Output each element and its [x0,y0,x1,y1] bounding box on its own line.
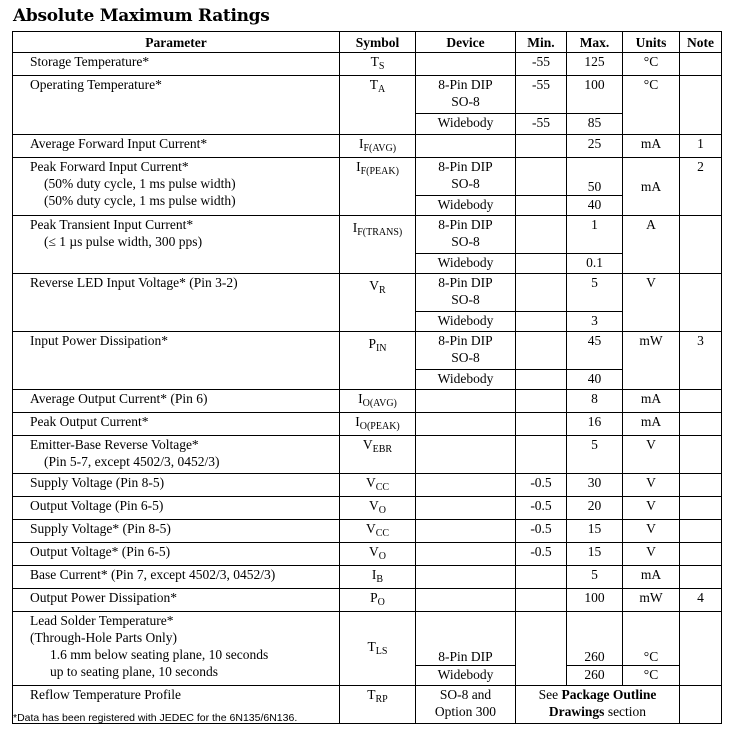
units-cell: V [623,436,680,474]
table-row [13,158,722,196]
symbol-cell: $V_R$ [340,274,416,332]
min-cell [516,566,567,589]
max-cell: 50 [567,158,623,196]
max-cell: 260 [567,666,623,686]
max-cell: 85 [567,114,623,135]
units-cell: V [623,474,680,497]
units-cell: A [623,216,680,274]
param-cell: Storage Temperature* [13,53,340,76]
min-cell [516,436,567,474]
param-cell: Emitter-Base Reverse Voltage* (Pin 5-7, except 4502/3, 0452/3) [13,436,340,474]
units-cell: V [623,497,680,520]
header-device: Device [416,32,516,53]
param-cell: Lead Solder Temperature* (Through-Hole Parts Only) 1.6 mm below seating plane, 10 seconds up to seating plane, 10 seconds [13,612,340,686]
max-cell: 3 [567,312,623,332]
units-cell: V [623,543,680,566]
max-cell: 100 [567,589,623,612]
note-cell: 1 [680,135,722,158]
min-cell [516,413,567,436]
note-cell [680,436,722,474]
device-cell: Widebody [416,666,516,686]
param-cell: Input Power Dissipation* [13,332,340,390]
symbol-cell: $V_{CC}$ [340,474,416,497]
min-cell [516,135,567,158]
symbol-cell: $I_{F(AVG)}$ [340,135,416,158]
symbol-cell: $T_{LS}$ [340,612,416,686]
symbol-cell: $I_{O(PEAK)}$ [340,413,416,436]
note-cell [680,543,722,566]
table-row [13,589,722,612]
table-row [13,390,722,413]
device-cell [416,520,516,543]
header-symbol: Symbol [340,32,416,53]
table-row [13,53,722,76]
note-cell [680,76,722,135]
table-row [13,566,722,589]
param-cell: Reflow Temperature Profile [13,686,340,724]
max-cell: 15 [567,520,623,543]
max-cell: 30 [567,474,623,497]
symbol-cell: $P_O$ [340,589,416,612]
min-cell [516,390,567,413]
header-max: Max. [567,32,623,53]
min-cell [516,274,567,312]
max-cell: 25 [567,135,623,158]
header-min: Min. [516,32,567,53]
units-cell: °C [623,612,680,666]
max-cell: 1 [567,216,623,254]
device-cell [416,436,516,474]
units-cell: °C [623,666,680,686]
units-cell: mA [623,158,680,216]
device-cell [416,53,516,76]
note-cell [680,612,722,686]
max-cell: 40 [567,370,623,390]
device-cell: 8-Pin DIP SO-8 [416,216,516,254]
symbol-cell: $V_O$ [340,543,416,566]
page-title: Absolute Maximum Ratings [13,6,270,26]
symbol-cell: $I_{F(PEAK)}$ [340,158,416,216]
param-cell: Supply Voltage* (Pin 8-5) [13,520,340,543]
table-row [13,543,722,566]
param-cell: Base Current* (Pin 7, except 4502/3, 0452/3) [13,566,340,589]
symbol-cell: $T_A$ [340,76,416,135]
max-cell: 0.1 [567,254,623,274]
device-cell: 8-Pin DIP SO-8 [416,332,516,370]
param-cell: Supply Voltage (Pin 8-5) [13,474,340,497]
units-cell: mA [623,566,680,589]
min-cell: -0.5 [516,520,567,543]
units-cell: mW [623,332,680,390]
param-cell: Output Power Dissipation* [13,589,340,612]
min-cell [516,370,567,390]
min-cell [516,158,567,196]
units-cell: °C [623,76,680,135]
device-cell: 8-Pin DIP SO-8 [416,274,516,312]
min-cell [516,612,567,686]
max-cell: 45 [567,332,623,370]
max-cell: 15 [567,543,623,566]
note-cell [680,520,722,543]
symbol-cell: $T_S$ [340,53,416,76]
symbol-cell: $V_{CC}$ [340,520,416,543]
param-cell: Average Output Current* (Pin 6) [13,390,340,413]
units-cell: V [623,520,680,543]
max-cell: 20 [567,497,623,520]
device-cell: Widebody [416,196,516,216]
max-cell: 5 [567,566,623,589]
units-cell: mW [623,589,680,612]
symbol-cell: $I_B$ [340,566,416,589]
max-cell: 260 [567,612,623,666]
table-row [13,474,722,497]
units-cell: mA [623,135,680,158]
table-row [13,520,722,543]
device-cell [416,566,516,589]
table-row [13,135,722,158]
param-cell: Reverse LED Input Voltage* (Pin 3-2) [13,274,340,332]
device-cell [416,589,516,612]
device-cell [416,474,516,497]
table-row [13,76,722,114]
min-cell: -0.5 [516,474,567,497]
device-cell: 8-Pin DIP [416,612,516,666]
min-cell [516,216,567,254]
symbol-cell: $V_O$ [340,497,416,520]
param-cell: Peak Forward Input Current* (50% duty cycle, 1 ms pulse width) (50% duty cycle, 1 ms pulse width) [13,158,340,216]
device-cell: Widebody [416,370,516,390]
note-cell [680,390,722,413]
device-cell [416,543,516,566]
units-cell: °C [623,53,680,76]
min-cell: -55 [516,76,567,114]
note-cell [680,216,722,274]
max-cell: 40 [567,196,623,216]
units-cell: mA [623,413,680,436]
header-row [13,32,722,53]
param-cell: Output Voltage* (Pin 6-5) [13,543,340,566]
see-drawings-cell: See Package Outline Drawings section [516,686,680,724]
table-row [13,612,722,666]
min-cell [516,589,567,612]
min-cell: -55 [516,114,567,135]
min-cell [516,312,567,332]
max-cell: 125 [567,53,623,76]
note-cell [680,274,722,332]
min-cell [516,332,567,370]
note-cell: 2 [680,158,722,216]
units-cell: V [623,274,680,332]
table-row [13,413,722,436]
min-cell: -55 [516,53,567,76]
table-row [13,274,722,312]
symbol-cell: $T_{RP}$ [340,686,416,724]
table-row [13,497,722,520]
note-cell [680,53,722,76]
note-cell: 3 [680,332,722,390]
header-units: Units [623,32,680,53]
note-cell: 4 [680,589,722,612]
max-cell: 100 [567,76,623,114]
param-cell: Output Voltage (Pin 6-5) [13,497,340,520]
param-cell: Peak Transient Input Current* (≤ 1 µs pulse width, 300 pps) [13,216,340,274]
device-cell: Widebody [416,312,516,332]
device-cell: 8-Pin DIP SO-8 [416,158,516,196]
max-cell: 8 [567,390,623,413]
min-cell [516,254,567,274]
note-cell [680,474,722,497]
device-cell: Widebody [416,114,516,135]
param-cell: Average Forward Input Current* [13,135,340,158]
table-row [13,332,722,370]
header-note: Note [680,32,722,53]
param-cell: Peak Output Current* [13,413,340,436]
device-cell [416,390,516,413]
max-cell: 16 [567,413,623,436]
note-cell [680,497,722,520]
symbol-cell: $V_{EBR}$ [340,436,416,474]
footnote: *Data has been registered with JEDEC for the 6N135/6N136. [13,712,298,724]
symbol-cell: $P_{IN}$ [340,332,416,390]
note-cell [680,566,722,589]
table-row [13,216,722,254]
header-parameter: Parameter [13,32,340,53]
table-row [13,436,722,474]
note-cell [680,413,722,436]
min-cell: -0.5 [516,497,567,520]
device-cell [416,497,516,520]
param-cell: Operating Temperature* [13,76,340,135]
symbol-cell: $I_{F(TRANS)}$ [340,216,416,274]
symbol-cell: $I_{O(AVG)}$ [340,390,416,413]
units-cell: mA [623,390,680,413]
note-cell [680,686,722,724]
device-cell: SO-8 and Option 300 [416,686,516,724]
min-cell: -0.5 [516,543,567,566]
device-cell: 8-Pin DIP SO-8 [416,76,516,114]
max-cell: 5 [567,436,623,474]
device-cell [416,413,516,436]
device-cell: Widebody [416,254,516,274]
max-cell: 5 [567,274,623,312]
min-cell [516,196,567,216]
device-cell [416,135,516,158]
